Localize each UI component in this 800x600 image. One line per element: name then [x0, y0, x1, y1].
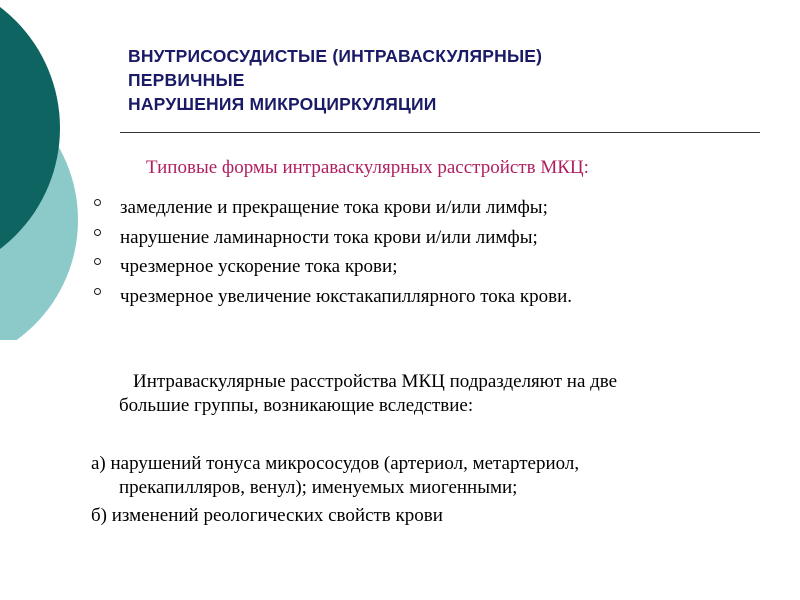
paragraph-line: а) нарушений тонуса микрососудов (артериол, метартериол, [91, 453, 580, 474]
title-divider [120, 132, 760, 133]
item-b-paragraph [91, 504, 443, 528]
title-line: ВНУТРИСОСУДИСТЫЕ (ИНТРАВАСКУЛЯРНЫЕ) [128, 46, 543, 66]
title-line: НАРУШЕНИЯ МИКРОЦИРКУЛЯЦИИ [128, 94, 437, 114]
paragraph-line: прекапилляров, венул); именуемых миогенными; [119, 477, 518, 498]
list-item-text: чрезмерное ускорение тока крови; [120, 256, 398, 277]
intro-paragraph [119, 370, 617, 418]
list-item [92, 282, 572, 312]
circle-bullet-icon [94, 288, 101, 295]
list-item-text: замедление и прекращение тока крови и/или лимфы; [120, 197, 548, 218]
circle-bullet-icon [94, 199, 101, 206]
circle-bullet-icon [94, 229, 101, 236]
slide-title [128, 44, 748, 116]
paragraph-line: Интраваскулярные расстройства МКЦ подразделяют на две [133, 371, 618, 392]
list-item-text: чрезмерное увеличение юкстакапиллярного тока крови. [120, 285, 573, 307]
title-line: ПЕРВИЧНЫЕ [128, 70, 245, 90]
paragraph-line: б) изменений реологических свойств крови [91, 505, 443, 526]
list-item [92, 193, 572, 223]
paragraph-line: большие группы, возникающие вследствие: [119, 395, 474, 416]
item-a-paragraph [91, 452, 579, 500]
subtitle: Типовые формы интраваскулярных расстройств МКЦ: [146, 157, 589, 178]
list-item [92, 223, 572, 253]
bullet-list [92, 193, 572, 311]
list-item-text: нарушение ламинарности тока крови и/или лимфы; [120, 226, 538, 248]
circle-bullet-icon [94, 258, 101, 265]
list-item [92, 252, 572, 282]
